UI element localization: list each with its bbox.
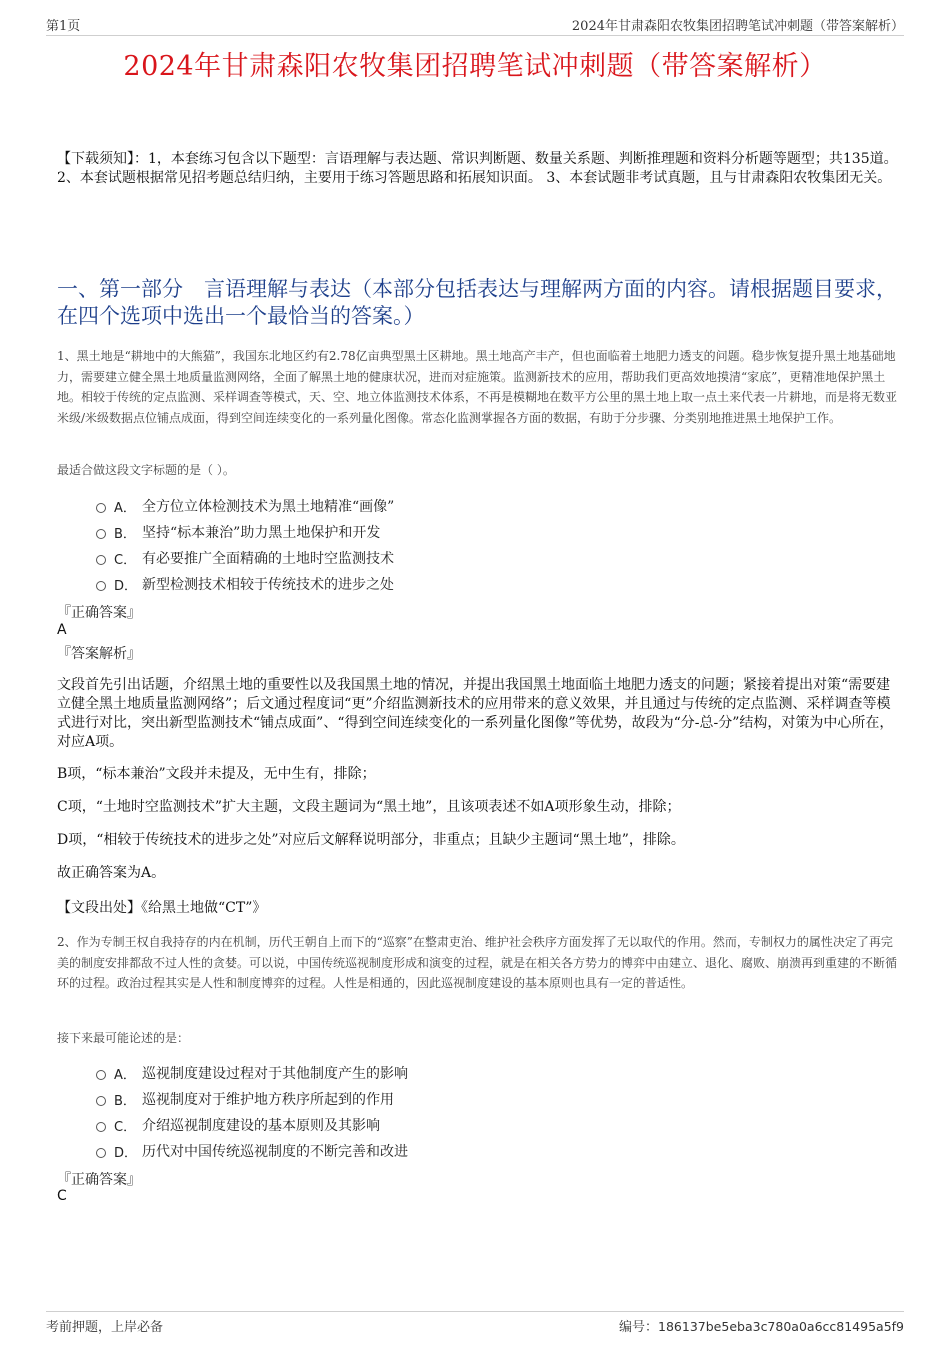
- option-letter: D．: [114, 578, 138, 594]
- page-footer: [46, 1311, 904, 1336]
- radio-icon[interactable]: [96, 1122, 106, 1132]
- page-header: [46, 13, 904, 36]
- option-letter: B．: [114, 1093, 136, 1109]
- option-b[interactable]: [96, 519, 394, 545]
- option-b[interactable]: [96, 1086, 408, 1112]
- option-c[interactable]: [96, 1112, 408, 1138]
- question-2-text: 2、作为专制王权自我持存的内在机制，历代王朝自上而下的“巡察”在整肃吏治、维护社会秩序方面发挥了无以取代的作用。然而，专制权力的属性决定了再完美的制度安排都敌不过人性的贪婪。可以说，中国传统巡视制度形成和演变的过程，就是在相关各方势力的博弈中由建立、退化、腐败、崩溃再到重建的不断循环的过程。政治过程其实是人性和制度博弈的过程。人性是相通的，因此巡视制度建设的基本原则也具有一定的普适性。: [57, 935, 898, 990]
- download-notice: 【下载须知】：1，本套练习包含以下题型：言语理解与表达题、常识判断题、数量关系题、判断推理题和资料分析题等题型；共135道。 2、本套试题根据常见招考题总结归纳，主要用于练习答题思路和拓展知识面。 3、本套试题非考试真题，且与甘肃森阳农牧集团无关。: [57, 151, 898, 186]
- radio-icon[interactable]: [96, 555, 106, 565]
- option-text: 新型检测技术相较于传统技术的进步之处: [142, 577, 394, 593]
- question-1-prompt: 最适合做这段文字标题的是（ ）。: [57, 463, 235, 477]
- option-text: 巡视制度对于维护地方秩序所起到的作用: [142, 1092, 394, 1108]
- footer-slogan: 考前押题，上岸必备: [46, 1320, 164, 1335]
- analysis-conclusion: 故正确答案为A。: [57, 865, 166, 881]
- option-letter: D．: [114, 1145, 138, 1161]
- question-1-text: 1、黑土地是“耕地中的大熊猫”，我国东北地区约有2.78亿亩典型黑土区耕地。黑土地高产丰产，但也面临着土地肥力透支的问题。稳步恢复提升黑土地基础地力，需要建立健全黑土地质量监测网络，全面了解黑土地的健康状况，进而对症施策。监测新技术的应用，帮助我们更高效地摸清“家底”，更精准地保护黑土地。相较于传统的定点监测、采样调查等模式，天、空、地立体监测技术体系，不再是模糊地在数平方公里的黑土地上取一点土来代表一片耕地，而是将无数亚米级/米级数据点位铺点成面，得到空间连续变化的一系列量化图像。常态化监测掌握各方面的数据，有助于分步骤、分类别地推进黑土地保护工作。: [57, 349, 898, 425]
- correct-answer-label: 『正确答案』: [57, 1172, 141, 1188]
- option-text: 有必要推广全面精确的土地时空监测技术: [142, 551, 394, 567]
- radio-icon[interactable]: [96, 1096, 106, 1106]
- option-letter: C．: [114, 1119, 137, 1135]
- option-letter: C．: [114, 552, 137, 568]
- analysis-option-d: D项，“相较于传统技术的进步之处”对应后文解释说明部分，非重点；且缺少主题词“黑土地”，排除。: [57, 832, 685, 848]
- option-text: 全方位立体检测技术为黑土地精准“画像”: [142, 499, 395, 515]
- option-c[interactable]: [96, 545, 394, 571]
- option-letter: B．: [114, 526, 136, 542]
- document-code: [619, 1316, 904, 1335]
- option-text: 巡视制度建设过程对于其他制度产生的影响: [142, 1066, 408, 1082]
- analysis-paragraph: 文段首先引出话题，介绍黑土地的重要性以及我国黑土地的情况，并提出我国黑土地面临土地肥力透支的问题；紧接着提出对策“需要建立健全黑土地质量监测网络”；后文通过程度词“更”介绍监测新技术的应用带来的意义效果，并且通过与传统的定点监测、采样调查等模式进行对比，突出新型监测技术“铺点成面”、“得到空间连续变化的一系列量化图像”等优势，故段为“分-总-分”结构，对策为中心所在，对应A项。: [57, 677, 894, 750]
- analysis-option-c: C项，“土地时空监测技术”扩大主题，文段主题词为“黑土地”，且该项表述不如A项形象生动，排除；: [57, 799, 681, 815]
- source-citation: 【文段出处】《给黑土地做“CT”》: [57, 900, 267, 916]
- header-doc-title: 2024年甘肃森阳农牧集团招聘笔试冲刺题（带答案解析）: [571, 19, 904, 34]
- option-letter: A．: [114, 1067, 136, 1083]
- option-text: 介绍巡视制度建设的基本原则及其影响: [142, 1118, 380, 1134]
- radio-icon[interactable]: [96, 503, 106, 513]
- option-d[interactable]: [96, 1138, 408, 1164]
- correct-answer-value: A: [57, 622, 67, 638]
- analysis-label: 『答案解析』: [57, 646, 141, 662]
- question-2-options: [96, 1060, 408, 1164]
- correct-answer-value: C: [57, 1188, 67, 1204]
- option-a[interactable]: [96, 1060, 408, 1086]
- radio-icon[interactable]: [96, 581, 106, 591]
- option-letter: A．: [114, 500, 136, 516]
- correct-answer-label: 『正确答案』: [57, 605, 141, 621]
- radio-icon[interactable]: [96, 529, 106, 539]
- page-number: 第1页: [46, 19, 81, 34]
- code-value: 186137be5eba3c780a0a6cc81495a5f9: [658, 1319, 904, 1334]
- question-2-prompt: 接下来最可能论述的是：: [57, 1031, 190, 1045]
- question-1-options: [96, 493, 394, 597]
- option-text: 坚持“标本兼治”助力黑土地保护和开发: [142, 525, 381, 541]
- option-a[interactable]: [96, 493, 394, 519]
- analysis-option-b: B项，“标本兼治”文段并未提及，无中生有，排除；: [57, 766, 376, 782]
- radio-icon[interactable]: [96, 1070, 106, 1080]
- radio-icon[interactable]: [96, 1148, 106, 1158]
- section-heading: 一、第一部分 言语理解与表达（本部分包括表达与理解两方面的内容。请根据题目要求，在四个选项中选出一个最恰当的答案。）: [57, 277, 897, 328]
- document-title: 2024年甘肃森阳农牧集团招聘笔试冲刺题（带答案解析）: [123, 51, 827, 82]
- option-d[interactable]: [96, 571, 394, 597]
- option-text: 历代对中国传统巡视制度的不断完善和改进: [142, 1144, 408, 1160]
- code-label: 编号：: [619, 1320, 659, 1335]
